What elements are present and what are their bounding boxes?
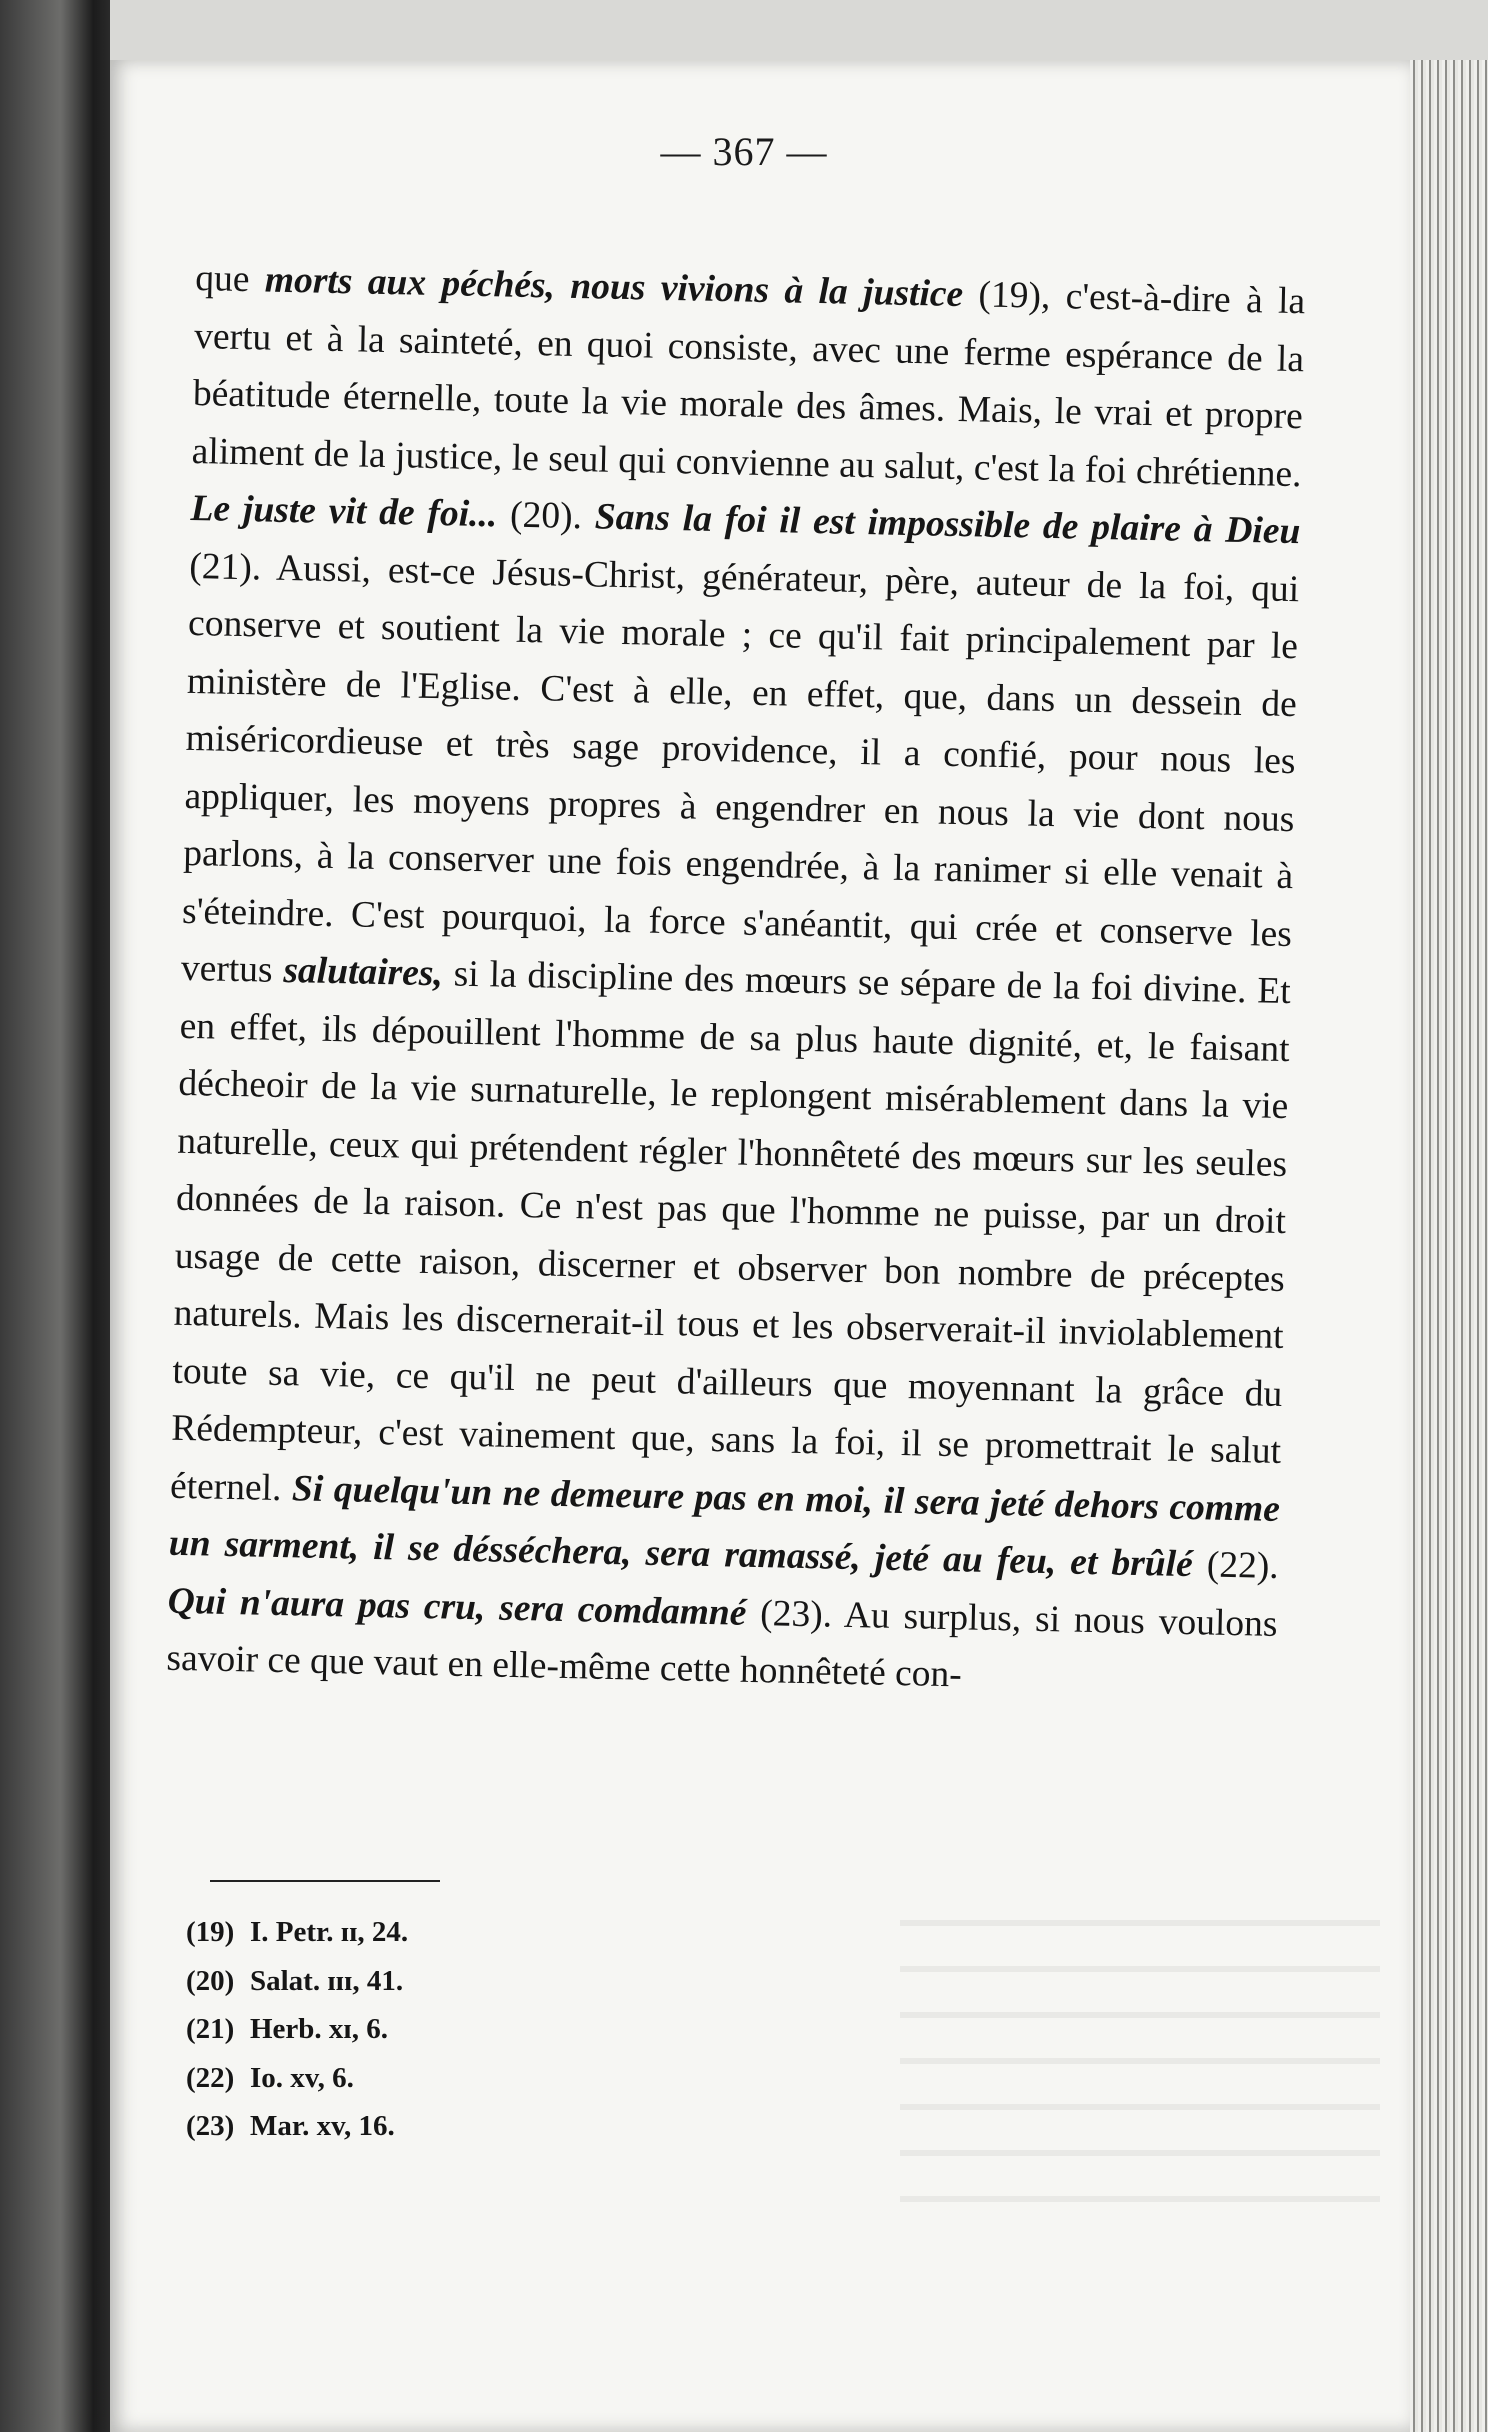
italic-quote: morts aux péchés, nous vivions à la justice <box>264 259 964 316</box>
footnote-rule <box>210 1880 440 1882</box>
footnote-number: (22) <box>186 2061 235 2094</box>
footnote-text: Io. xv, 6. <box>250 2061 354 2094</box>
text-run: (20). <box>496 494 596 538</box>
page-edges <box>1410 60 1488 2432</box>
footnote-19 <box>186 1908 408 1957</box>
page-number: — 367 — <box>660 129 828 174</box>
main-paragraph <box>166 250 1306 1710</box>
footnote-text: Mar. xv, 16. <box>250 2110 395 2142</box>
italic-quote: Le juste vit de foi... <box>190 487 498 536</box>
footnotes-list <box>186 1908 408 2151</box>
footnote-number: (19) <box>186 1916 235 1948</box>
text-run: (23). Au surplus, si nous voulons savoir ce que vaut en elle-même cette honnêteté con- <box>166 1592 1278 1696</box>
italic-quote: Qui n'aura pas cru, sera comdamné <box>167 1580 747 1634</box>
italic-quote: Si quelqu'un ne demeure pas en moi, il sera jeté dehors comme un sarment, il se désséchera, sera ramassé, jeté au feu, et brûlé <box>168 1467 1281 1586</box>
footnote-number: (20) <box>186 1964 235 1997</box>
footnote-text: Salat. ɪɪɪ, 41. <box>250 1964 404 1997</box>
footnote-text: Herb. xɪ, 6. <box>250 2013 389 2045</box>
text-run: que <box>194 257 266 301</box>
footnote-number: (23) <box>186 2110 235 2142</box>
show-through-text <box>900 1880 1380 2240</box>
footnote-20 <box>186 1957 408 2006</box>
footnote-21 <box>186 2005 408 2054</box>
footnote-23 <box>186 2102 408 2151</box>
text-run: (19), c'est-à-dire à la vertu et à la sainteté, en quoi consiste, avec une ferme espérance de la béatitude éternelle, toute la vie morale des âmes. Mais, le vrai et propre aliment de la justice, le seul qui convienne au salut, c'est la foi chrétienne. <box>191 274 1306 495</box>
book-spine-shadow <box>0 0 110 2432</box>
text-run: (22). <box>1192 1544 1280 1587</box>
footnote-text: I. Petr. ɪɪ, 24. <box>250 1916 409 1948</box>
italic-quote: Sans la foi il est impossible de plaire à Dieu <box>594 496 1301 553</box>
footnote-22 <box>186 2054 408 2103</box>
footnote-number: (21) <box>186 2013 235 2045</box>
text-run: (21). Aussi, est-ce Jésus-Christ, générateur, père, auteur de la foi, qui conserve et soutient la vie morale ; ce qu'il fait principalement par le ministère de l'Eglise. C'est à elle, en effet, que, dans un dessein de miséricordieuse et très sage providence, il a confié, pour nous les appliquer, les moyens propres à engendrer en nous la vie dont nous parlons, à la conserver une fois engendrée, à la ranimer si elle venait à s'éteindre. C'est pourquoi, la force s'anéantit, qui crée et conserve les vertus <box>180 545 1300 991</box>
text-run: si la discipline des mœurs se sépare de la foi divine. Et en effet, ils dépouillent l'homme de sa plus haute dignité, et, le faisant décheoir de la vie surnaturelle, le replongent misérablement dans la vie naturelle, ceux qui prétendent régler l'honnêteté des mœurs sur les seules données de la raison. Ce n'est pas que l'homme ne puisse, par un droit usage de cette raison, discerner et observer bon nombre de préceptes naturels. Mais les discernerait-il tous et les observerait-il inviolablement toute sa vie, ce qu'il ne peut d'ailleurs que moyennant la grâce du Rédempteur, c'est vainement que, sans la foi, il se promettrait le salut éternel. <box>169 953 1292 1509</box>
italic-word: salutaires, <box>283 949 444 995</box>
